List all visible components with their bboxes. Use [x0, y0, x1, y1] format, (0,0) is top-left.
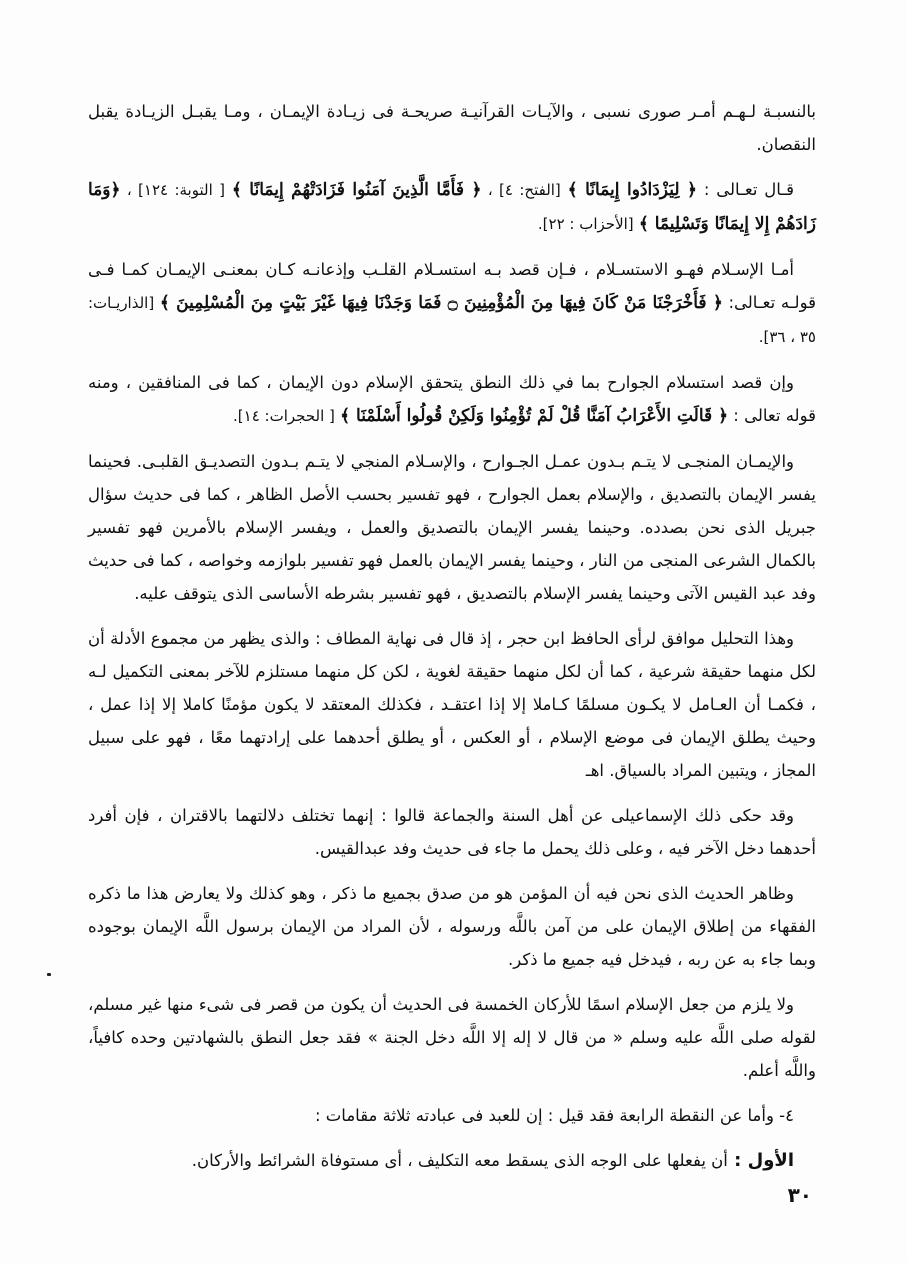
body-text: بالنسبـة لـهـم أمـر صورى نسبى ، والآيـات القرآنيـة صريحـة فى زيـادة الإيمـان ، ومـا يقبـل الزيـادة يقبل النقصان.: [88, 102, 816, 154]
list-label: الأول :: [727, 1150, 794, 1171]
verse-reference: [ التوبة: ١٢٤] ،: [120, 181, 225, 199]
paragraph-2-verses: [88, 173, 816, 241]
paragraph-1: [88, 95, 816, 161]
quran-verse: ﴿ فَأَخْرَجْنَا مَنْ كَانَ فِيهَا مِنَ الْمُؤْمِنِينَ ۝ فَمَا وَجَدْنَا فِيهَا غَيْرَ بَيْتٍ مِنَ الْمُسْلِمِينَ ﴾: [159, 293, 723, 313]
body-text: أن يفعلها على الوجه الذى يسقط معه التكليف ، أى مستوفاة الشرائط والأركان.: [191, 1151, 728, 1170]
body-text: قـال تعـالى :: [696, 180, 795, 199]
quran-verse: ﴿ قَالَتِ الأَعْرَابُ آمَنَّا قُلْ لَمْ تُؤْمِنُوا وَلَكِنْ قُولُوا أَسْلَمْنَا ﴾: [340, 406, 729, 426]
paragraph-7: [88, 799, 816, 865]
body-text: ولا يلزم من جعل الإسلام اسمًا للأركان الخمسة فى الحديث أن يكون من قصر فى شىء منها غير مسلم، لقوله صلى اللَّه عليه وسلم « من قال لا إله إلا اللَّه دخل الجنة » فقد جعل النطق بالشهادتين وحده كافياً، واللَّه أعلم.: [88, 995, 816, 1080]
body-text: وظاهر الحديث الذى نحن فيه أن المؤمن هو من صدق بجميع ما ذكر ، وهو كذلك ولا يعارض هذا ما ذكره الفقهاء من إطلاق الإيمان على من آمن باللَّه ورسوله ، لأن المراد من الإيمان برسول اللَّه الإيمان بوجوده وبما جاء به عن ربه ، فيدخل فيه جميع ما ذكر.: [88, 884, 816, 969]
paragraph-8: [88, 877, 816, 976]
verse-reference: [الأحزاب : ٢٢].: [537, 215, 634, 233]
body-text: أمـا الإسـلام فهـو الاستسـلام ، فـإن قصد بـه استسـلام القلـب وإذعانـه كـان بمعنـى الإيمـان كمـا فـى قولـه تعـالى:: [88, 260, 816, 312]
body-text: والإيمـان المنجـى لا يتـم بـدون عمـل الجـوارح ، والإسـلام المنجي لا يتـم بـدون التصديـق القلبـى. فحينما يفسر الإيمان بالتصديق ، والإسلام بعمل الجوارح ، فهو تفسير بحسب الأصل الظاهر ، كما فى حديث سؤال جبريل الذى نحن بصدده. وحينما يفسر الإيمان بالتصديق والعمل ، ويفسر الإسلام بالأمرين فهو تفسير بالكمال الشرعى المنجى من النار ، وحينما يفسر الإيمان بالعمل فهو تفسير بلوازمه وخواصه ، كما فى حديث وفد عبد القيس الآتى وحينما يفسر الإسلام بالتصديق ، فهو تفسير بشرطه الأساسى الذى يتوقف عليه.: [88, 452, 816, 603]
paragraph-6: [88, 622, 816, 787]
paragraph-10-point-four: [88, 1099, 816, 1132]
quran-verse: ﴿ فَأَمَّا الَّذِينَ آمَنُوا فَزَادَتْهُمْ إِيمَانًا ﴾: [231, 180, 482, 200]
verse-reference: [الفتح: ٤] ،: [481, 181, 561, 199]
verse-reference: [الذاريـات: ٣٥ ، ٣٦].: [88, 294, 816, 346]
body-text: وقد حكى ذلك الإسماعيلى عن أهل السنة والجماعة قالوا : إنهما تختلف دلالتهما بالاقتران ، فإن أفرد أحدهما دخل الآخر فيه ، وعلى ذلك يحمل ما جاء فى حديث وفد عبدالقيس.: [88, 806, 816, 858]
body-text: وهذا التحليل موافق لرأى الحافظ ابن حجر ، إذ قال فى نهاية المطاف : والذى يظهر من مجموع الأدلة أن لكل منهما حقيقة شرعية ، كما أن لكل منهما حقيقة لغوية ، لكن كل منهما مستلزم للآخر بمعنى التكميل لـه ، فكمـا أن العـامل لا يكـون مسلمًا كـاملا إلا إذا اعتقـد ، فكذلك المعتقد لا يكون مؤمنًا كاملا إلا إذا عمل ، وحيث يطلق الإيمان فى موضع الإسلام ، أو العكس ، أو يطلق أحدهما على إرادتهما معًا ، فهو على سبيل المجاز ، ويتبين المراد بالسياق. اهـ: [88, 629, 816, 780]
quran-verse: ﴿ لِيَزْدَادُوا إِيمَانًا ﴾: [567, 180, 697, 200]
scan-speck: [47, 973, 51, 976]
body-text: وإن قصد استسلام الجوارح بما في ذلك النطق يتحقق الإسلام دون الإيمان ، كما فى المنافقين ، ومنه قوله تعالى :: [88, 373, 816, 425]
quran-verse: ﴿وَمَا زَادَهُمْ إِلا إِيمَانًا وَتَسْلِيمًا ﴾: [88, 180, 816, 234]
page-number: ٣٠: [787, 1183, 812, 1207]
paragraph-9: [88, 988, 816, 1087]
verse-reference: [ الحجرات: ١٤].: [233, 407, 335, 425]
paragraph-5: [88, 445, 816, 610]
paragraph-4: [88, 366, 816, 433]
paragraph-3: [88, 253, 816, 354]
body-text: ٤- وأما عن النقطة الرابعة فقد قيل : إن للعبد فى عبادته ثلاثة مقامات :: [314, 1106, 794, 1125]
paragraph-11-first-station: [88, 1144, 816, 1177]
book-page-body: [88, 95, 816, 1189]
